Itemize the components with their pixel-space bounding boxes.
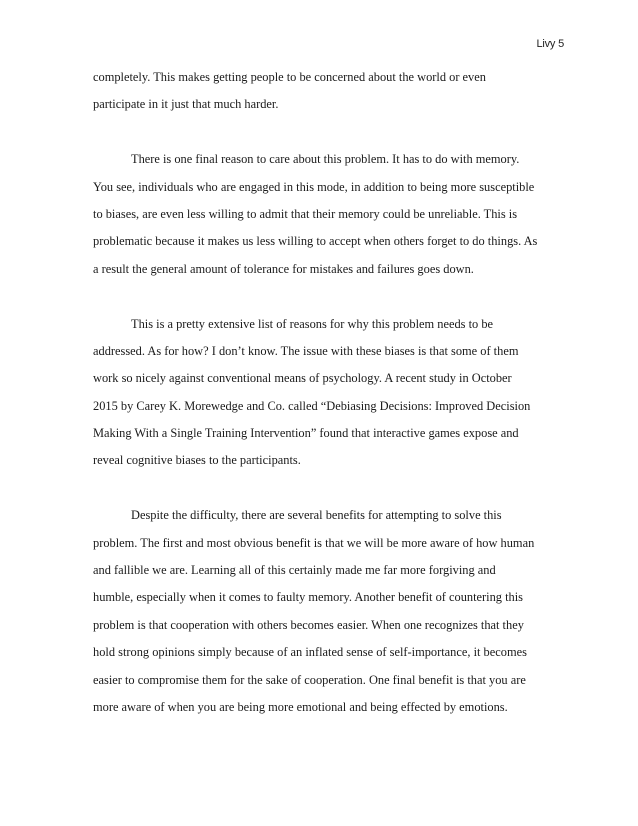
text-line: reveal cognitive biases to the participants. [93, 453, 301, 468]
text-line: completely. This makes getting people to be concerned about the world or even [93, 70, 486, 84]
text-line: work so nicely against conventional means of psychology. A recent study in October [93, 371, 512, 386]
text-line: There is one final reason to care about this problem. It has to do with memory. [131, 152, 520, 167]
text-line: problem is that cooperation with others becomes easier. When one recognizes that they [93, 617, 524, 632]
text-line: 2015 by Carey K. Morewedge and Co. called “Debiasing Decisions: Improved Decision [93, 398, 531, 413]
text-line: problematic because it makes us less willing to accept when others forget to do things. As [93, 234, 538, 249]
text-line: more aware of when you are being more emotional and being effected by emotions. [93, 699, 508, 714]
text-line: and fallible we are. Learning all of this certainly made me far more forgiving and [93, 563, 496, 578]
blank-line [93, 283, 553, 310]
text-line: easier to compromise them for the sake of cooperation. One final benefit is that you are [93, 672, 526, 687]
text-line: This is a pretty extensive list of reasons for why this problem needs to be [131, 316, 494, 331]
text-line: hold strong opinions simply because of an inflated sense of self-importance, it becomes [93, 645, 527, 660]
text-line: a result the general amount of tolerance for mistakes and failures goes down. [93, 261, 474, 276]
text-line: Despite the difficulty, there are several benefits for attempting to solve this [131, 508, 502, 523]
text-line: problem. The first and most obvious benefit is that we will be more aware of how human [93, 535, 535, 550]
running-head: Livy 5 [536, 38, 564, 50]
text-line: humble, especially when it comes to faulty memory. Another benefit of countering this [93, 590, 524, 605]
text-line: participate in it just that much harder. [93, 97, 279, 112]
text-line: to biases, are even less willing to admit that their memory could be unreliable. This is [93, 206, 518, 221]
text-line: addressed. As for how? I don’t know. The issue with these biases is that some of them [93, 343, 519, 358]
text-line: Making With a Single Training Intervention” found that interactive games expose and [93, 426, 519, 441]
body-text [93, 64, 553, 721]
blank-line [93, 119, 553, 146]
text-line: You see, individuals who are engaged in this mode, in addition to being more susceptible [93, 179, 535, 194]
blank-line [93, 475, 553, 502]
